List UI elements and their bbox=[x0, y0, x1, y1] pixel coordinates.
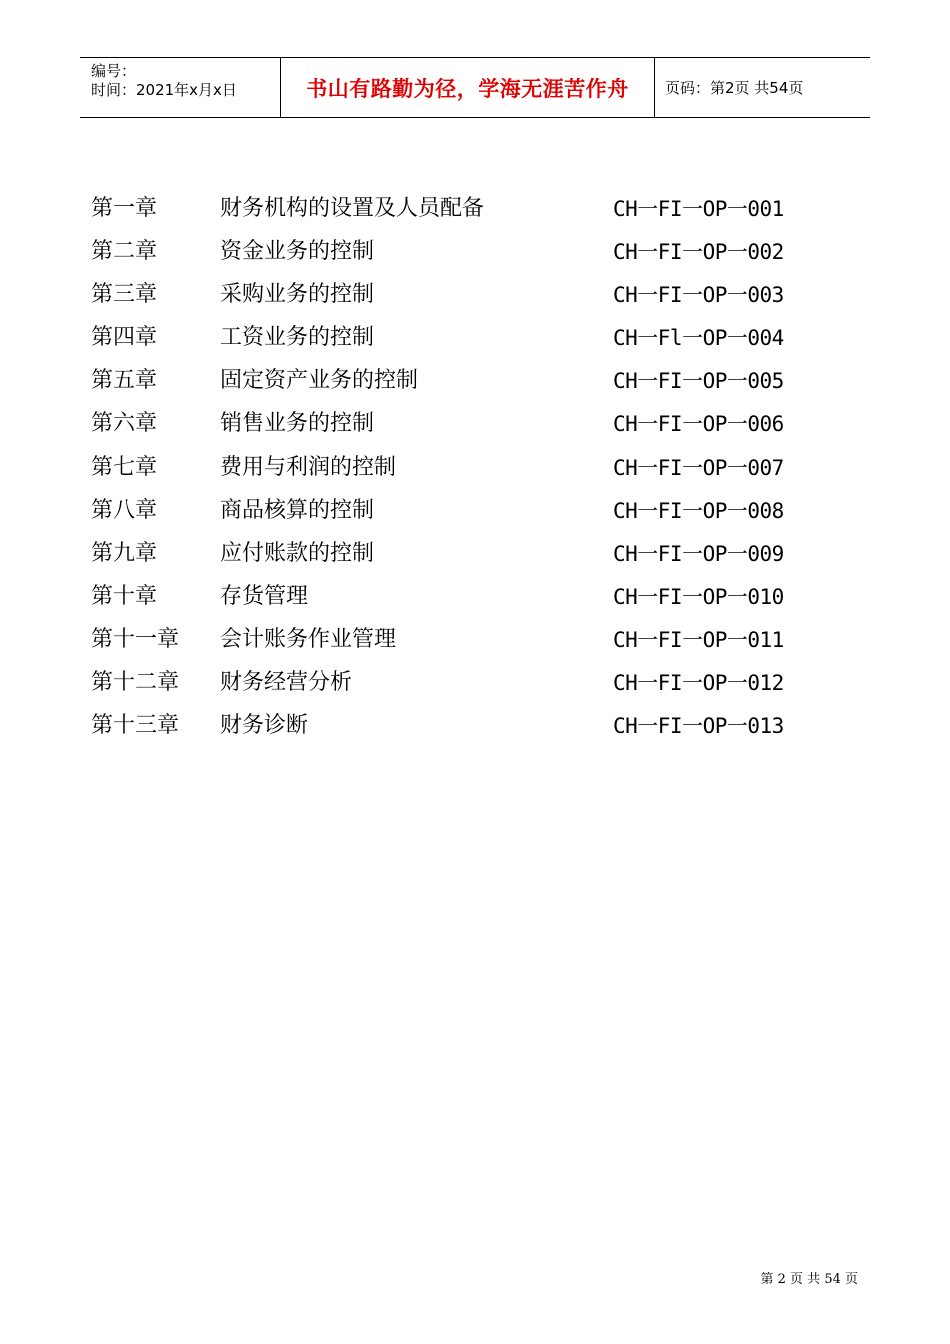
toc-title: 资金业务的控制 bbox=[220, 239, 375, 265]
toc-row bbox=[91, 452, 831, 495]
toc-row bbox=[91, 624, 831, 667]
toc-chapter: 第十一章 bbox=[91, 626, 180, 652]
toc-code: CH一FI一OP一001 bbox=[613, 197, 784, 221]
toc-title: 采购业务的控制 bbox=[220, 282, 375, 308]
toc-chapter: 第二章 bbox=[91, 239, 158, 265]
toc-chapter: 第一章 bbox=[91, 196, 158, 221]
toc-title: 会计账务作业管理 bbox=[220, 626, 397, 652]
header-motto-cell bbox=[281, 58, 655, 117]
page-footer-number: 第 2 页 共 54 页 bbox=[760, 1272, 858, 1287]
toc-title: 固定资产业务的控制 bbox=[220, 368, 419, 394]
toc-chapter: 第六章 bbox=[91, 411, 158, 437]
toc-chapter: 第四章 bbox=[91, 325, 158, 351]
toc-code: CH一FI一OP一006 bbox=[613, 412, 784, 437]
toc-code: CH一FI一OP一011 bbox=[613, 627, 784, 652]
toc-title: 财务机构的设置及人员配备 bbox=[220, 196, 485, 221]
toc-chapter: 第十三章 bbox=[91, 713, 180, 739]
toc-code: CH一FI一OP一002 bbox=[613, 240, 784, 265]
toc-row bbox=[91, 279, 831, 322]
toc-code: CH一FI一OP一013 bbox=[613, 714, 784, 739]
toc-row bbox=[91, 710, 831, 753]
toc-code: CH一FI一OP一008 bbox=[613, 498, 784, 523]
toc-title: 应付账款的控制 bbox=[220, 540, 375, 566]
toc-row bbox=[91, 322, 831, 365]
page-header bbox=[80, 57, 870, 118]
toc-title: 存货管理 bbox=[220, 583, 309, 609]
toc-code: CH一FI一OP一012 bbox=[613, 671, 784, 696]
header-page-cell bbox=[655, 58, 870, 117]
toc-title: 商品核算的控制 bbox=[220, 497, 375, 523]
toc-code: CH一FI一OP一010 bbox=[613, 584, 784, 609]
toc-code: CH一FI一OP一005 bbox=[613, 369, 784, 394]
toc-chapter: 第五章 bbox=[91, 368, 158, 394]
toc-title: 财务经营分析 bbox=[220, 670, 353, 696]
toc-code: CH一Fl一OP一004 bbox=[613, 326, 784, 351]
toc-row bbox=[91, 193, 831, 236]
header-motto: 书山有路勤为径，学海无涯苦作舟 bbox=[306, 76, 629, 101]
toc-title: 费用与利润的控制 bbox=[220, 454, 397, 480]
table-of-contents bbox=[91, 193, 831, 753]
toc-row bbox=[91, 365, 831, 408]
toc-chapter: 第十章 bbox=[91, 583, 158, 609]
header-page-number: 页码：第2页 共54页 bbox=[665, 79, 804, 97]
toc-code: CH一FI一OP一009 bbox=[613, 541, 784, 566]
toc-row bbox=[91, 495, 831, 538]
toc-code: CH一FI一OP一007 bbox=[613, 455, 784, 480]
toc-title: 工资业务的控制 bbox=[220, 325, 375, 351]
toc-row bbox=[91, 667, 831, 710]
toc-row bbox=[91, 408, 831, 451]
header-meta-cell bbox=[80, 58, 281, 117]
toc-row bbox=[91, 581, 831, 624]
toc-chapter: 第九章 bbox=[91, 540, 158, 566]
toc-chapter: 第十二章 bbox=[91, 670, 180, 696]
toc-title: 财务诊断 bbox=[220, 713, 309, 739]
toc-row bbox=[91, 538, 831, 581]
toc-title: 销售业务的控制 bbox=[220, 411, 375, 437]
document-date-label: 时间：2021年x月x日 bbox=[91, 81, 237, 99]
toc-chapter: 第三章 bbox=[91, 282, 158, 308]
document-number-label: 编号： bbox=[91, 62, 137, 80]
toc-code: CH一FI一OP一003 bbox=[613, 283, 784, 308]
toc-chapter: 第八章 bbox=[91, 497, 158, 523]
toc-chapter: 第七章 bbox=[91, 454, 158, 480]
toc-row bbox=[91, 236, 831, 279]
